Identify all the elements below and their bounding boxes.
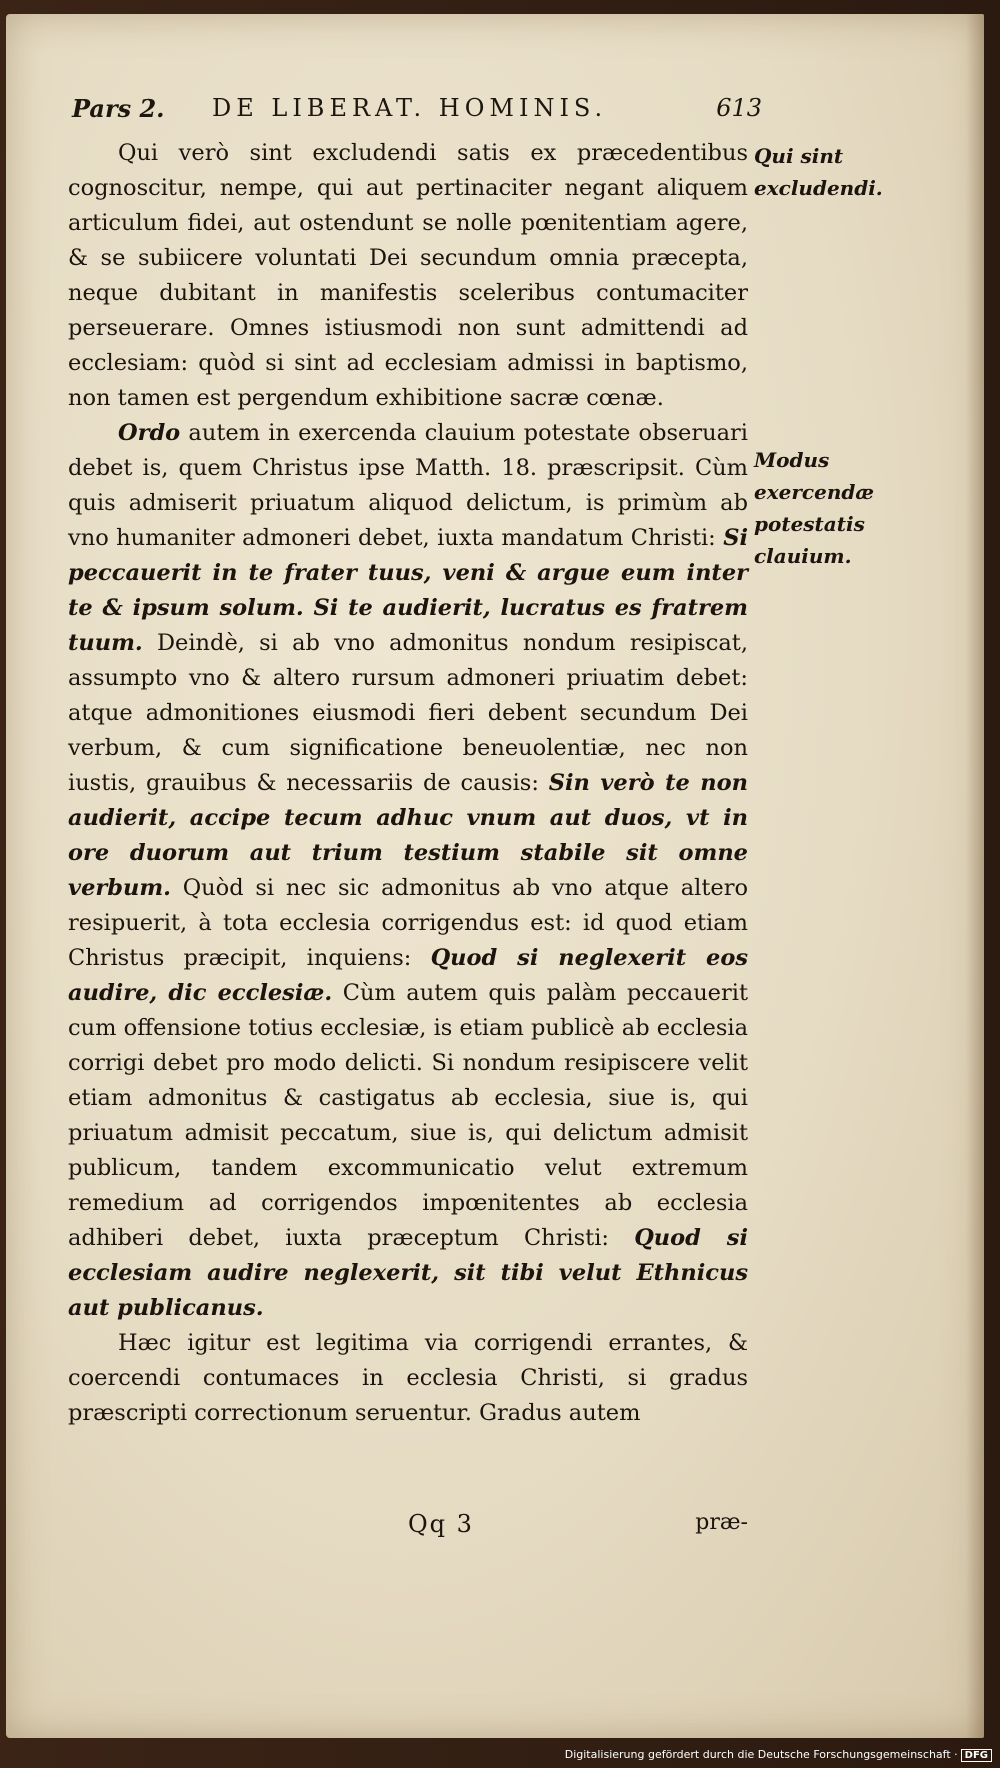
signature-mark: Qq 3	[408, 1510, 474, 1538]
paragraph-1: Qui verò sint excludendi satis ex præcedentibus cognoscitur, nempe, qui aut pertinaciter negant aliquem articulum fidei, aut ostendunt se nolle pœnitentiam agere, & se subiicere voluntati Dei secundum omnia præcepta, neque dubitant in manifestis sceleribus contumaciter perseuerare. Omnes istiusmodi non sunt admittendi ad ecclesiam: quòd si sint ad ecclesiam admissi in baptismo, non tamen est pergendum exhibitione sacræ cœnæ.	[68, 140, 748, 411]
main-text	[68, 136, 748, 1431]
paragraph-2	[68, 416, 748, 1326]
margin-note-modus: Modus exercendæ potestatis clauium.	[754, 448, 874, 568]
margin-note-excludendi: Qui sint excludendi.	[754, 144, 883, 200]
paragraph-2-lead: Ordo	[118, 420, 181, 446]
paragraph-3: Hæc igitur est legitima via corrigendi errantes, & coercendi contumaces in ecclesia Christi, si gradus præscripti correctionum seruentur. Gradus autem	[68, 1330, 748, 1426]
part-label: Pars 2.	[72, 94, 165, 123]
dfg-logo: DFG	[961, 1749, 992, 1762]
book-page	[6, 14, 984, 1738]
catchword: præ-	[695, 1510, 748, 1535]
paragraph-2-text-c: Quòd si nec sic admonitus ab vno atque altero resipuerit, à tota ecclesia corrigendus est: id quod etiam Christus præcipit, inquiens:	[68, 875, 748, 971]
quote-matthew-3: Quod si neglexerit eos audire, dic ecclesiæ.	[68, 945, 748, 1006]
quote-matthew-1: Si peccauerit in te frater tuus, veni & argue eum inter te & ipsum solum. Si te audierit, lucratus es fratrem tuum.	[68, 525, 748, 656]
digitization-credit	[565, 1748, 992, 1762]
paragraph-2-text-b: Deindè, si ab vno admonitus nondum resipiscat, assumpto vno & altero rursum admoneri priuatim debet: atque admonitiones eiusmodi fieri debent secundum Dei verbum, & cum significatione beneuolentiæ, nec non iustis, grauibus & necessariis de causis:	[68, 630, 748, 796]
credit-text: Digitalisierung gefördert durch die Deutsche Forschungsgemeinschaft ·	[564, 1748, 958, 1761]
paragraph-2-text-d: Cùm autem quis palàm peccauerit cum offensione totius ecclesiæ, is etiam publicè ab ecclesia corrigi debet pro modo delicti. Si nondum resipiscere velit etiam admonitus & castigatus ab ecclesia, siue is, qui priuatum admisit peccatum, siue is, qui delictum admisit publicum, tandem excommunicatio velut extremum remedium ad corrigendos impœnitentes ab ecclesia adhiberi debet, iuxta præceptum Christi:	[68, 980, 748, 1251]
quote-matthew-4: Quod si ecclesiam audire neglexerit, sit tibi velut Ethnicus aut publicanus.	[68, 1225, 749, 1321]
quote-matthew-2: Sin verò te non audierit, accipe tecum adhuc vnum aut duos, vt in ore duorum aut trium testium stabile sit omne verbum.	[68, 770, 748, 901]
page-number: 613	[716, 94, 762, 122]
page-footer	[68, 1510, 748, 1546]
running-head	[72, 94, 762, 130]
running-title: DE LIBERAT. HOMINIS.	[212, 94, 608, 122]
paragraph-2-text-a: autem in exercenda clauium potestate obseruari debet is, quem Christus ipse Matth. 18. præscripsit. Cùm quis admiserit priuatum aliquod delictum, is primùm ab vno humaniter admoneri debet, iuxta mandatum Christi:	[68, 420, 748, 551]
